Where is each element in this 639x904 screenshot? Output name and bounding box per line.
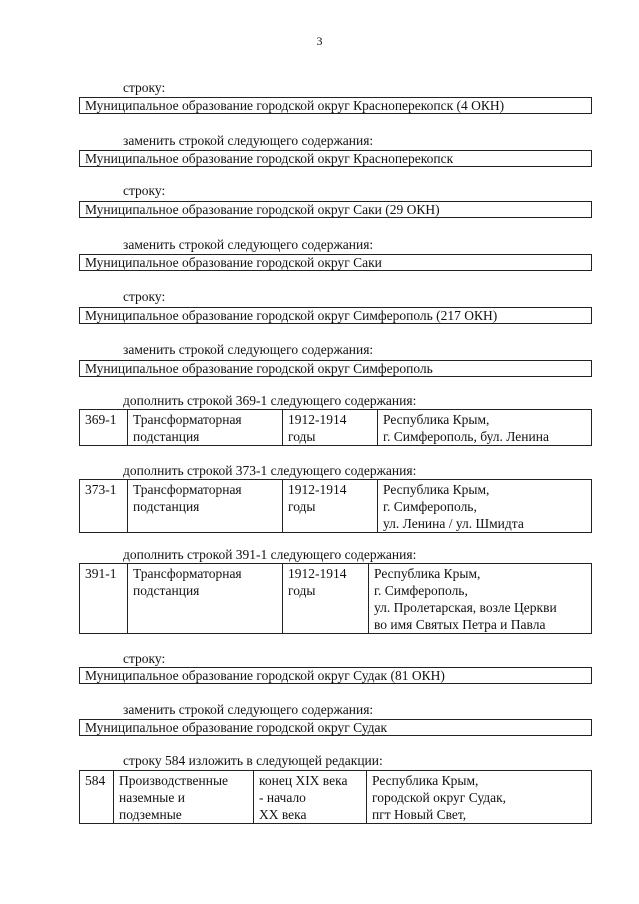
instruction-label: дополнить строкой 373-1 следующего содержания: xyxy=(123,463,417,478)
row-number-cell: 391-1 xyxy=(80,564,128,634)
instruction-label: строку: xyxy=(123,651,166,666)
instruction-label: дополнить строкой 369-1 следующего содержания: xyxy=(123,393,417,408)
page-number: 3 xyxy=(316,34,323,48)
object-name-cell: Производственные наземные и подземные xyxy=(114,771,254,824)
object-name-cell: Трансформаторная подстанция xyxy=(128,480,283,533)
row-number-cell: 373-1 xyxy=(80,480,128,533)
instruction-label: дополнить строкой 391-1 следующего содержания: xyxy=(123,547,417,562)
object-table xyxy=(79,479,592,533)
municipality-row: Муниципальное образование городской округ Симферополь xyxy=(79,360,592,377)
dating-cell: конец XIX века - начало XX века xyxy=(254,771,367,824)
instruction-label: строку 584 изложить в следующей редакции: xyxy=(123,753,383,768)
instruction-label: строку: xyxy=(123,183,166,198)
address-cell: Республика Крым, г. Симферополь, бул. Ленина xyxy=(378,410,592,446)
municipality-row: Муниципальное образование городской округ Красноперекопск xyxy=(79,150,592,167)
municipality-row: Муниципальное образование городской округ Судак xyxy=(79,719,592,736)
object-name-cell: Трансформаторная подстанция xyxy=(128,410,283,446)
address-cell: Республика Крым, городской округ Судак, пгт Новый Свет, xyxy=(367,771,592,824)
dating-cell: 1912-1914 годы xyxy=(283,410,378,446)
table-row xyxy=(80,480,592,533)
row-number-cell: 369-1 xyxy=(80,410,128,446)
address-cell: Республика Крым, г. Симферополь, ул. Ленина / ул. Шмидта xyxy=(378,480,592,533)
instruction-label: заменить строкой следующего содержания: xyxy=(123,702,374,717)
table-row xyxy=(80,771,592,824)
instruction-label: строку: xyxy=(123,80,166,95)
instruction-label: заменить строкой следующего содержания: xyxy=(123,237,374,252)
instruction-label: заменить строкой следующего содержания: xyxy=(123,342,374,357)
row-number-cell: 584 xyxy=(80,771,114,824)
address-cell: Республика Крым, г. Симферополь, ул. Пролетарская, возле Церкви во имя Святых Петра и Павла xyxy=(369,564,592,634)
municipality-row: Муниципальное образование городской округ Судак (81 ОКН) xyxy=(79,667,592,684)
table-row xyxy=(80,410,592,446)
object-table xyxy=(79,563,592,634)
table-row xyxy=(80,564,592,634)
municipality-row: Муниципальное образование городской округ Красноперекопск (4 ОКН) xyxy=(79,97,592,114)
municipality-row: Муниципальное образование городской округ Саки xyxy=(79,254,592,271)
instruction-label: заменить строкой следующего содержания: xyxy=(123,133,374,148)
object-table xyxy=(79,770,592,824)
dating-cell: 1912-1914 годы xyxy=(283,564,369,634)
object-name-cell: Трансформаторная подстанция xyxy=(128,564,283,634)
object-table xyxy=(79,409,592,446)
instruction-label: строку: xyxy=(123,289,166,304)
municipality-row: Муниципальное образование городской округ Саки (29 ОКН) xyxy=(79,201,592,218)
dating-cell: 1912-1914 годы xyxy=(283,480,378,533)
municipality-row: Муниципальное образование городской округ Симферополь (217 ОКН) xyxy=(79,307,592,324)
